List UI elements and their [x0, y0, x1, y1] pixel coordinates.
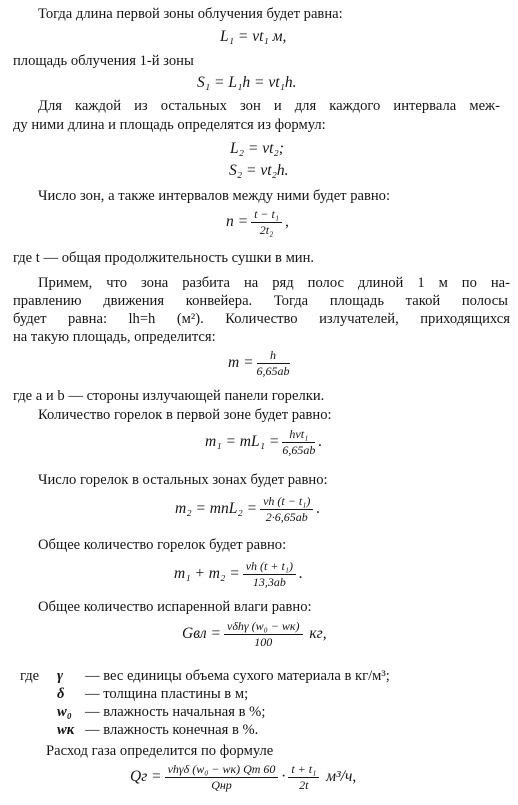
text-line: Число горелок в остальных зонах будет равно:: [38, 472, 328, 488]
legend-symbol: wк: [57, 722, 75, 738]
formula-qg: [130, 763, 356, 792]
legend-symbol: γ: [57, 668, 64, 684]
formula-s2: S₂ = vt₂h.: [229, 162, 289, 179]
formula-tail: кг,: [309, 625, 327, 643]
text-line: ду ними длина и площадь определятся из формул:: [13, 117, 326, 133]
formula-tail: .: [316, 500, 321, 518]
fraction-numerator: h: [257, 349, 290, 364]
text-line: правлению движения конвейера. Тогда площадь такой полосы: [13, 293, 508, 309]
formula-m: [228, 349, 293, 378]
legend-text: — влажность конечная в %.: [85, 722, 259, 738]
formula-tail: .: [298, 565, 303, 583]
text-line: площадь облучения 1-й зоны: [13, 53, 194, 69]
fraction-numerator: vh (t + t₁): [243, 560, 296, 575]
fraction-numerator: t − t₁: [251, 208, 282, 223]
text-line: Общее количество испаренной влаги равно:: [38, 599, 312, 615]
fraction-numerator: vhγδ (w₀ − wк) Qт 60: [165, 763, 279, 778]
legend-item: [20, 668, 390, 685]
fraction-numerator: vδhγ (w₀ − wк): [224, 620, 303, 635]
legend-text: — толщина пластины в м;: [85, 686, 249, 702]
fraction-denominator: Qнр: [211, 778, 232, 792]
formula-n: [226, 208, 289, 237]
fraction-denominator: 2t: [299, 778, 309, 792]
fraction-denominator: 2t₂: [259, 223, 274, 237]
text-line: где a и b — стороны излучающей панели горелки.: [13, 388, 325, 404]
formula-lhs: m₁ = mL₁ =: [205, 433, 280, 451]
formula-tail: ,: [285, 213, 289, 231]
text-line: где t — общая продолжительность сушки в мин.: [13, 250, 315, 266]
formula-lhs: Qг =: [130, 768, 162, 786]
legend-text: — влажность начальная в %;: [85, 704, 266, 720]
formula-tail: .: [318, 433, 323, 451]
text-line: Число зон, а также интервалов между ними будет равно:: [38, 188, 391, 204]
text-line: Примем, что зона разбита на ряд полос длиной 1 м по на-: [38, 275, 510, 291]
fraction-numerator: hvt₁: [282, 428, 315, 443]
text-line: Количество горелок в первой зоне будет равно:: [38, 407, 332, 423]
fraction-numerator: vh (t − t₁): [260, 495, 313, 510]
text-line: Общее количество горелок будет равно:: [38, 537, 287, 553]
legend-item: [57, 722, 258, 739]
formula-m1: [205, 428, 322, 457]
legend-item: [57, 686, 248, 703]
fraction-denominator: 13,3ab: [252, 575, 286, 589]
text-line: на такую площадь, определится:: [13, 329, 216, 345]
fraction-denominator: 6,65ab: [282, 443, 316, 457]
legend-symbol: δ: [57, 686, 65, 702]
formula-lhs: n =: [226, 213, 249, 231]
formula-m2: [175, 495, 320, 524]
fraction-denominator: 6,65ab: [256, 364, 290, 378]
text-line: будет равна: lh=h (м²). Количество излучателей, приходящихся: [13, 311, 510, 327]
formula-gvl: [182, 620, 327, 649]
fraction-numerator: t + t₁: [288, 763, 319, 778]
legend-prefix: где: [20, 668, 40, 684]
text-line: Тогда длина первой зоны облучения будет равна:: [38, 6, 343, 22]
formula-lhs: m₁ + m₂ =: [174, 565, 240, 583]
text-line: Для каждой из остальных зон и для каждого интервала меж-: [38, 98, 500, 114]
formula-m-total: [174, 560, 303, 589]
formula-lhs: m =: [228, 354, 254, 372]
formula-s1: S₁ = L₁h = vt₁h.: [197, 74, 297, 91]
fraction-denominator: 100: [254, 635, 273, 649]
formula-lhs: Gвл =: [182, 625, 222, 643]
formula-tail: м³/ч,: [326, 768, 357, 786]
legend-symbol: w₀: [57, 704, 72, 720]
formula-l2: L₂ = vt₂;: [230, 140, 284, 157]
text-line: Расход газа определится по формуле: [46, 743, 274, 759]
legend-text: — вес единицы объема сухого материала в кг/м³;: [85, 668, 390, 684]
formula-l1: L₁ = vt₁ м,: [220, 28, 287, 45]
fraction-denominator: 2·6,65ab: [265, 510, 308, 524]
formula-dot: ·: [281, 768, 286, 786]
formula-lhs: m₂ = mnL₂ =: [175, 500, 258, 518]
legend-item: [57, 704, 265, 721]
